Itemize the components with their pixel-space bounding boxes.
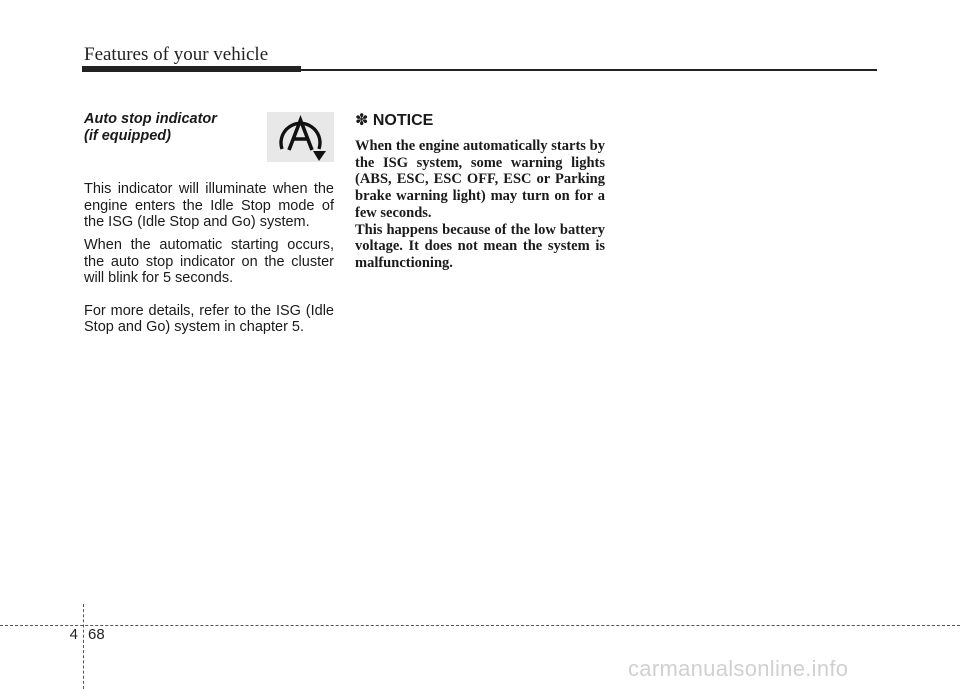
footer-divider <box>83 604 84 689</box>
notice-section <box>355 111 605 272</box>
notice-paragraph-1: When the engine automatically starts by the ISG system, some warning lights (ABS, ESC, ESC OFF, ESC or Parking brake warning light) may turn on for a few seconds. <box>355 138 605 221</box>
page-number: 68 <box>88 626 105 643</box>
watermark: carmanualsonline.info <box>628 656 849 681</box>
auto-stop-a-icon <box>267 112 334 162</box>
header-rule <box>301 69 877 71</box>
header-bar <box>82 66 301 72</box>
paragraph-2: When the automatic starting occurs, the auto stop indicator on the cluster will blink for 5 seconds. <box>84 236 334 287</box>
section-heading: Auto stop indicator (if equipped) <box>84 111 217 144</box>
notice-paragraph-2: This happens because of the low battery voltage. It does not mean the system is malfunctioning. <box>355 221 605 271</box>
chapter-number: 4 <box>69 626 78 643</box>
footer-rule <box>0 625 960 626</box>
paragraph-1: This indicator will illuminate when the engine enters the Idle Stop mode of the ISG (Idle Stop and Go) system. <box>84 181 334 231</box>
page-header-title: Features of your vehicle <box>84 44 269 65</box>
paragraph-3: For more details, refer to the ISG (Idle Stop and Go) system in chapter 5. <box>84 302 334 336</box>
notice-title: ✽ NOTICE <box>355 112 434 129</box>
